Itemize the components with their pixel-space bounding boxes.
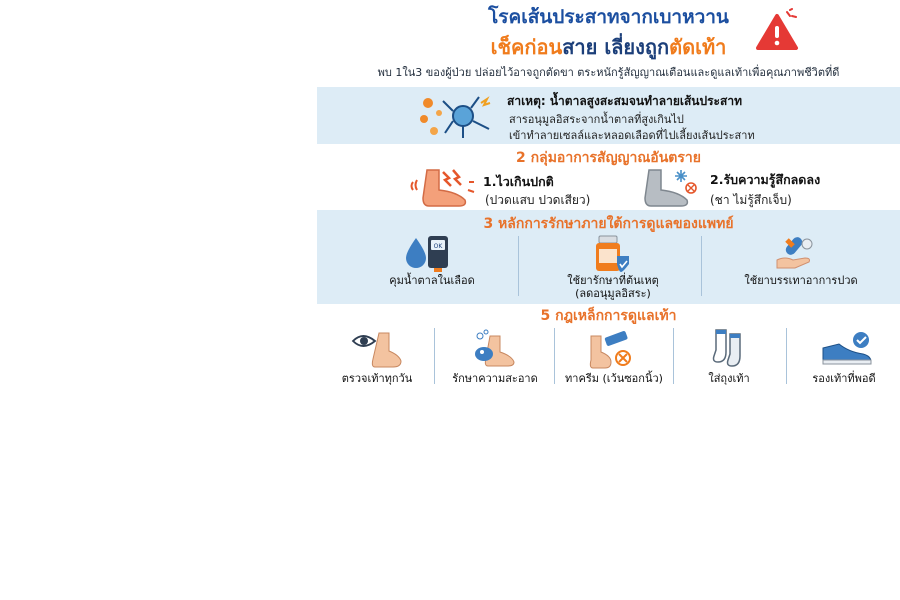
blood-glucose-meter-icon [404,234,454,272]
footcare-item-4-label: ใส่ถุงเท้า [708,372,750,385]
title-avoid: สาย เลี่ยงถูก [562,35,670,59]
cause-line-1: สารอนุมูลอิสระจากน้ำตาลที่สูงเกินไป [509,113,684,126]
divider [786,328,787,384]
title-check-first: เช็คก่อน [490,35,563,59]
divider [554,328,555,384]
footcare-item-2-label: รักษาความสะอาด [452,372,538,385]
treatment-item-1 [347,274,517,287]
cause-line-2: เข้าทำลายเซลล์และหลอดเลือดที่ไปเลี้ยงเส้นประสาท [509,129,755,142]
hand-with-pills-icon [775,234,817,272]
treatment-item-3-label: ใช้ยาบรรเทาอาการปวด [744,274,858,287]
symptoms-title: 2 กลุ่มอาการสัญญาณอันตราย [516,150,701,166]
footcare-item-2 [439,372,551,385]
symptom-2-label: 2.รับความรู้สึกลดลง [710,172,821,187]
medicine-bottle-icon [593,234,633,274]
treatment-item-2 [523,274,703,300]
footcare-item-3-label: ทาครีม (เว้นซอกนิ้ว) [565,372,663,385]
title-line-2 [317,31,900,63]
footcare-item-5 [791,372,897,385]
treatment-item-2-label: ใช้ยารักษาที่ต้นเหตุ [567,274,659,287]
washing-foot-icon [472,328,520,368]
shoe-icon [819,330,875,370]
symptom-1-detail: (ปวดแสบ ปวดเสียว) [485,193,591,207]
cause-section [317,87,900,144]
footcare-title: 5 กฎเหล็กการดูแลเท้า [540,308,677,324]
divider [434,328,435,384]
title-line-1: โรคเส้นประสาทจากเบาหวาน [488,6,729,28]
infographic [317,0,900,392]
subtitle: พบ 1ใน3 ของผู้ป่วย ปล่อยไว้อาจถูกตัดขา ตระหนักรู้สัญญาณเตือนและดูแลเท้าเพื่อคุณภาพชีวิตที่ดี [377,66,840,79]
meter-ok-text: OK [433,243,443,250]
symptoms-section [317,144,900,210]
footcare-item-4 [678,372,780,385]
painful-foot-icon [409,166,481,210]
numb-foot-icon [643,166,703,210]
footcare-item-1 [327,372,427,385]
symptom-2-detail: (ชา ไม่รู้สึกเจ็บ) [710,193,792,207]
footcare-item-3 [557,372,671,385]
divider [518,236,519,296]
divider [701,236,702,296]
socks-icon [712,328,746,368]
cause-title: สาเหตุ: น้ำตาลสูงสะสมจนทำลายเส้นประสาท [507,94,742,108]
treatment-item-3 [709,274,893,287]
footcare-item-5-label: รองเท้าที่พอดี [812,372,876,385]
alert-triangle-icon [754,8,800,54]
treatment-item-2-detail: (ลดอนุมูลอิสระ) [575,287,651,300]
cream-tube-icon [589,330,637,370]
footcare-section [317,304,900,392]
symptom-1-label: 1.ไวเกินปกติ [483,174,554,189]
treatment-section [317,210,900,304]
footcare-item-1-label: ตรวจเท้าทุกวัน [341,372,413,385]
divider [673,328,674,384]
treatment-title: 3 หลักการรักษาภายใต้การดูแลของแพทย์ [483,216,734,232]
nerve-cell-icon [419,91,495,141]
title-amputation: ตัดเท้า [669,35,727,59]
eye-foot-icon [351,329,403,369]
treatment-item-1-label: คุมน้ำตาลในเลือด [389,274,475,287]
